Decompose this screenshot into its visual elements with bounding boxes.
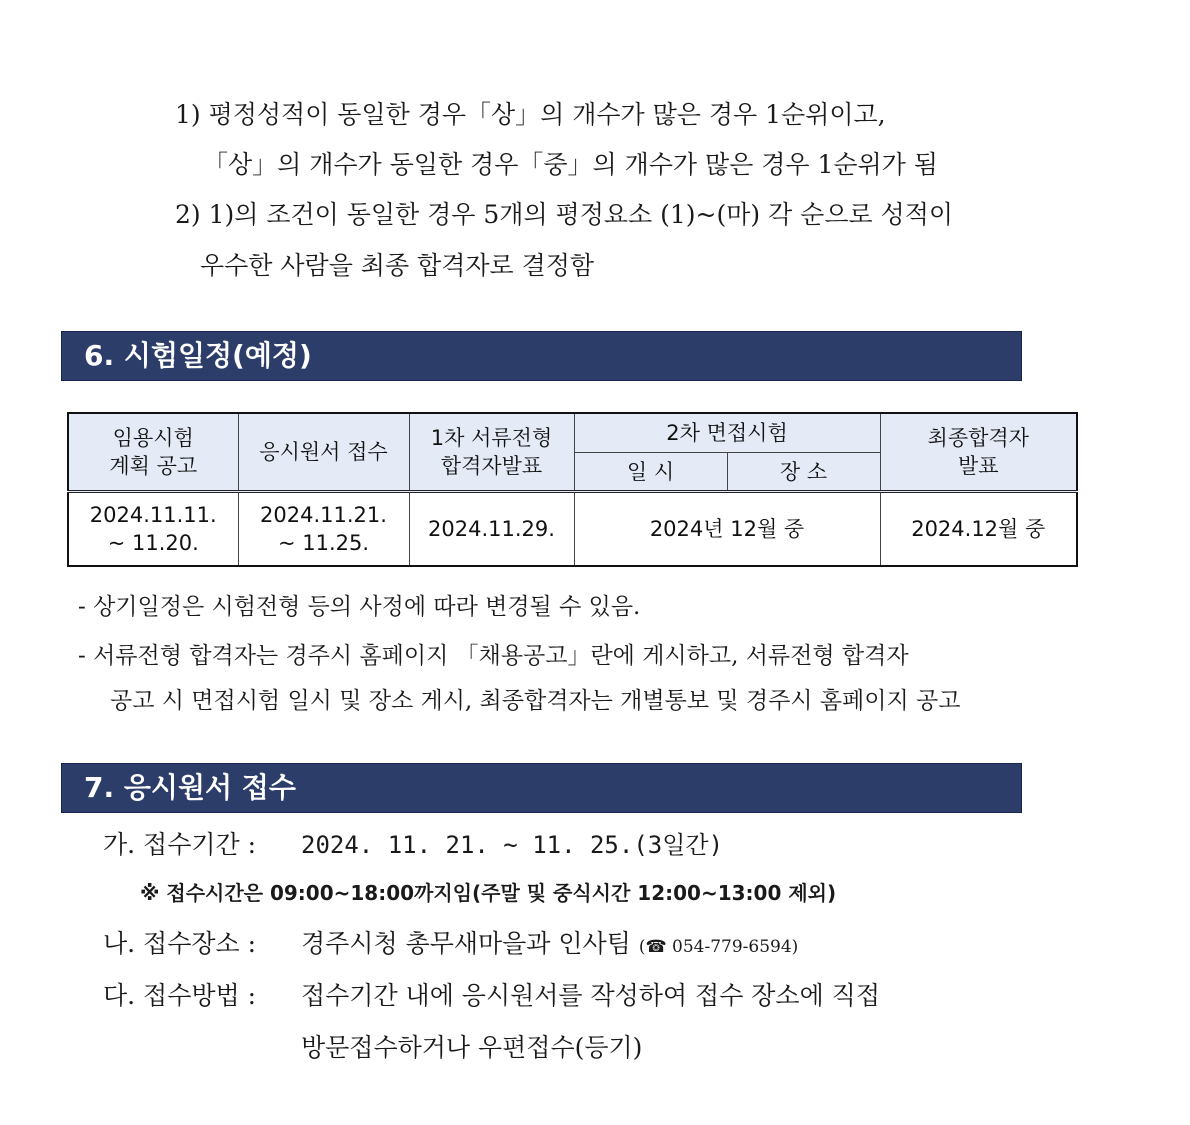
header-interview-date: 일 시 [574, 453, 727, 492]
note-1-line2: 「상」의 개수가 동일한 경우「중」의 개수가 많은 경우 1순위가 됨 [203, 150, 938, 179]
cell-application-date: 2024.11.21. ~ 11.25. [238, 492, 409, 567]
application-method-value-line1: 접수기간 내에 응시원서를 작성하여 접수 장소에 직접 [301, 981, 880, 1010]
section-7-header: 7. 응시원서 접수 [61, 763, 1022, 813]
application-method [103, 980, 880, 1012]
remark-results-line2: 공고 시 면접시험 일시 및 장소 게시, 최종합격자는 개별통보 및 경주시 홈페이지 공고 [110, 688, 961, 714]
header-plan-notice: 임용시험 계획 공고 [68, 413, 238, 492]
application-place-value: 경주시청 총무새마을과 인사팀 [301, 929, 631, 958]
cell-interview-schedule: 2024년 12월 중 [574, 492, 880, 567]
header-interview: 2차 면접시험 [574, 413, 880, 453]
application-period [103, 829, 723, 861]
header-application: 응시원서 접수 [238, 413, 409, 492]
application-place-label: 나. 접수장소 : [103, 929, 257, 958]
header-interview-place: 장 소 [727, 453, 880, 492]
cell-plan-notice-date: 2024.11.11. ~ 11.20. [68, 492, 238, 567]
remark-results-line1: - 서류전형 합격자는 경주시 홈페이지 「채용공고」란에 게시하고, 서류전형 합격자 [78, 643, 909, 669]
application-place [103, 928, 798, 963]
cell-final-announcement-date: 2024.12월 중 [880, 492, 1077, 567]
application-period-value: 2024. 11. 21. ~ 11. 25.(3일간) [301, 831, 724, 859]
phone-number: (☎ 054-779-6594) [638, 937, 799, 957]
header-document-screening: 1차 서류전형 합격자발표 [409, 413, 574, 492]
note-1-line1: 1) 평정성적이 동일한 경우「상」의 개수가 많은 경우 1순위이고, [175, 100, 886, 129]
exam-schedule-table [67, 412, 1078, 567]
remark-schedule-change: - 상기일정은 시험전형 등의 사정에 따라 변경될 수 있음. [78, 594, 641, 620]
application-method-label: 다. 접수방법 : [103, 981, 257, 1010]
note-2-line2: 우수한 사람을 최종 합격자로 결정함 [200, 251, 595, 280]
application-period-label: 가. 접수기간 : [103, 830, 257, 859]
note-2-line1: 2) 1)의 조건이 동일한 경우 5개의 평정요소 (1)~(마) 각 순으로 성적이 [175, 200, 954, 229]
reception-hours-note: ※ 접수시간은 09:00~18:00까지임(주말 및 중식시간 12:00~13:00 제외) [140, 881, 837, 905]
section-6-header: 6. 시험일정(예정) [61, 331, 1022, 381]
header-final-announcement: 최종합격자 발표 [880, 413, 1077, 492]
application-method-value-line2: 방문접수하거나 우편접수(등기) [301, 1033, 643, 1062]
cell-document-screening-date: 2024.11.29. [409, 492, 574, 567]
